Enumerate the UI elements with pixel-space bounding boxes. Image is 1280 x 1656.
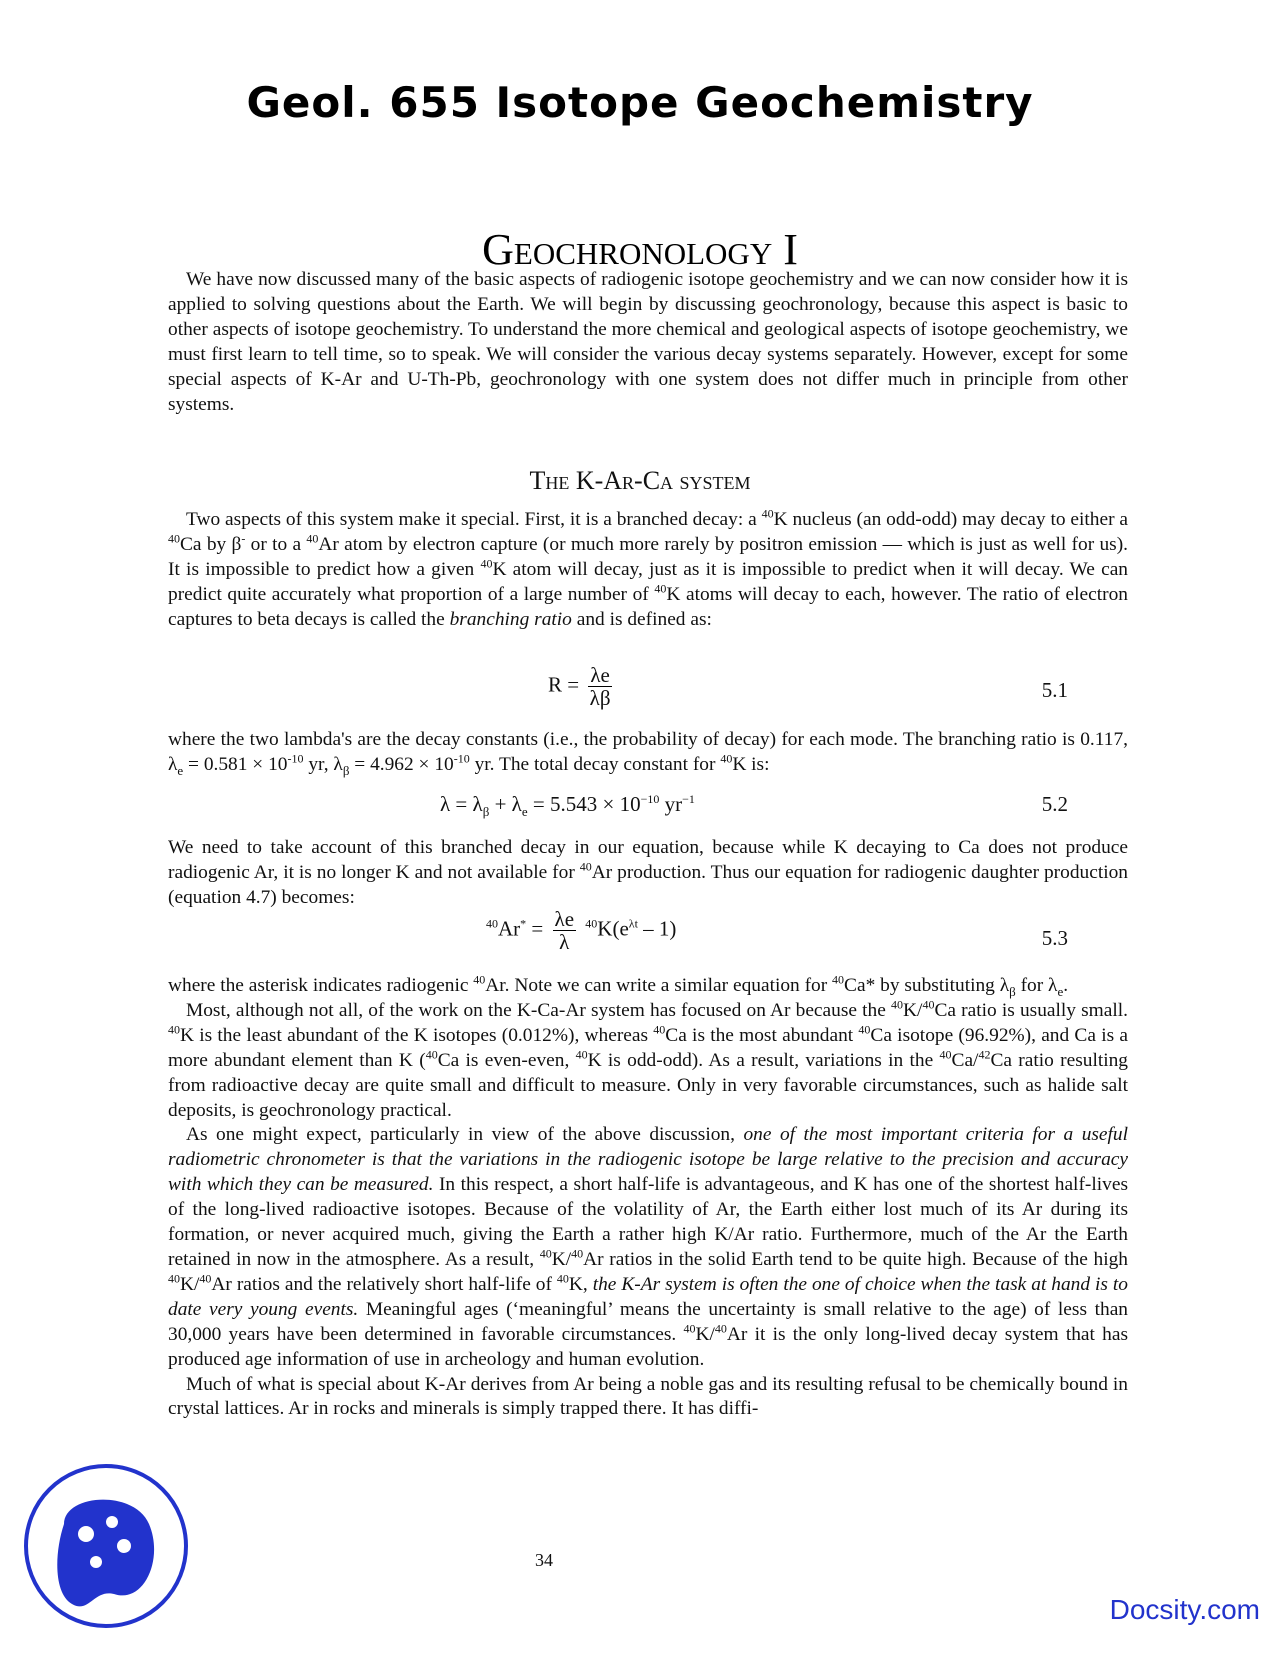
equation-number: 5.1 <box>1041 678 1068 702</box>
section-paragraph-3: We need to take account of this branched decay in our equation, because while K decaying to Ca does not produce radiogenic Ar, it is no longer K and not available for $^{40}$Ar production. Thus our equation for radiogenic daughter production (equation 4.7) becomes: <box>168 837 1128 908</box>
chapter-title: Geochronology I <box>482 225 798 274</box>
course-title: Geol. 655 Isotope Geochemistry <box>246 78 1034 127</box>
intro-block <box>168 268 1128 417</box>
equation-number: 5.2 <box>1041 792 1068 816</box>
page-number: 34 <box>535 1550 553 1570</box>
section-paragraph-2: where the two lambda's are the decay constants (i.e., the probability of decay) for each mode. The branching ratio is 0.117, $\lambda_e = 0.581 \times 10^{-10}$ yr, $\lambda_\beta = 4.962 \times 10^{-10}$ yr. The total decay constant for $^{40}$K is: <box>168 729 1128 778</box>
docsity-brand-link[interactable]: Docsity.com <box>1109 1594 1260 1625</box>
section-paragraph-4: where the asterisk indicates radiogenic $^{40}$Ar. Note we can write a similar equation for $^{40}$Ca* by substituting $\lambda_\beta$ for $\lambda_e$. Most, although not all, of the work on the K-Ca-Ar system has focused on Ar because the $^{40}$K/$^{40}$Ca ratio is usually small. $^{40}$K is the least abundant of the K isotopes (0.012%), whereas $^{40}$Ca is the most abundant $^{40}$Ca isotope (96.92%), and Ca is a more abundant element than K ($^{40}$Ca is even-even, $^{40}$K is odd-odd). As a result, variations in the $^{40}$Ca/$^{42}$Ca ratio resulting from radioactive decay are quite small and difficult to measure. Only in very favorable circumstances, such as halide salt deposits, is geochronology practical. As one might expect, particularly in view of the above discussion, one of the most important criteria for a useful radiometric chronometer is that the variations in the radiogenic isotope be large relative to the precision and accuracy with which they can be measured. In this respect, a short half-life is advantageous, and K has one of the shortest half-lives of the long-lived radioactive isotopes. Because of the volatility of Ar, the Earth either lost much of its Ar during its formation, or never acquired much, giving the Earth a rather high K/Ar ratio. Furthermore, much of the Ar the Earth retained in now in the atmosphere. As a result, $^{40}$K/$^{40}$Ar ratios in the solid Earth tend to be quite high. Because of the high $^{40}$K/$^{40}$Ar ratios and the relatively short half-life of $^{40}$K, the K-Ar system is often the one of choice when the task at hand is to date very young events. Meaningful ages (‘meaningful’ means the uncertainty is small relative to the age) of less than 30,000 years have been determined in favorable circumstances. $^{40}$K/$^{40}$Ar it is the only long-lived decay system that has produced age information of use in archeology and human evolution. Much of what is special about K-Ar derives from Ar being a noble gas and its resulting refusal to be chemically bound in crystal lattices. Ar in rocks and minerals is simply trapped there. It has diffi- <box>168 972 1129 1420</box>
section-heading: The K-Ar-Ca system <box>529 466 751 495</box>
equation-number: 5.3 <box>1041 926 1068 950</box>
intro-paragraph: We have now discussed many of the basic aspects of radiogenic isotope geochemistry and we can now consider how it is applied to solving questions about the Earth. We will begin by discussing geochronology, because this aspect is basic to other aspects of isotope geochemistry. To understand the more chemical and geological aspects of isotope geochemistry, we must first learn to tell time, so to speak. We will consider the various decay systems separately. However, except for some special aspects of K-Ar and U-Th-Pb, geochronology with one system does not differ much in principle from other systems. <box>168 269 1128 415</box>
document-page: Geol. 655 Isotope Geochemistry Geochronology I We have now discussed many of the basic aspects of radiogenic isotope geochemistry and we can now consider how it is applied to solving questions about the Earth. We will begin by discussing geochronology, because this aspect is basic to other aspects of isotope geochemistry. To understand the more chemical and geological aspects of isotope geochemistry, we must first learn to tell time, so to speak. We will consider the various decay systems separately. However, except for some special aspects of K-Ar and U-Th-Pb, geochronology with one system does not differ much in principle from other systems. The K-Ar-Ca system Two aspects of this system make it special. First, it is a branched decay: a $^{40}$K nucleus (an odd-odd) may decay to either a $^{40}$Ca by β- or to a $^{40}$Ar atom by electron capture (or much more rarely by positron emission — which is just as well for us). It is impossible to predict how a given $^{40}$K atom will decay, just as it is impossible to predict when it will decay. We can predict quite accurately what proportion of a large number of $^{40}$K atoms will decay to each, however. The ratio of electron captures to beta decays is called the branching ratio and is defined as: R = $\frac{\lambda e}{\lambda\beta}$ 5.1 where the two lambda's are the decay constants (i.e., the probability of decay) for each mode. The branching ratio is 0.117, $\lambda_e = 0.581 \times 10^{-10}$ yr, $\lambda_\beta = 4.962 \times 10^{-10}$ yr. The total decay constant for $^{40}$K is: $\lambda = \lambda_\beta + \lambda_e = 5.543 \times 10^{-10}$ $yr^{-1}$ 5.2 We need to take account of this branched decay in our equation, because while K decaying to Ca does not produce radiogenic Ar, it is no longer K and not available for $^{40}$Ar production. Thus our equation for radiogenic daughter production (equation 4.7) becomes: $^{40}$Ar* = $\frac{\lambda e}{\lambda}$ $^{40}K(e^{\lambda t} - 1)$ 5.3 where the asterisk indicates radiogenic $^{40}$Ar. Note we can write a similar equation for $^{40}$Ca* by substituting $\lambda_\beta$ for $\lambda_e$. Most, although not all, of the work on the K-Ca-Ar system has focused on Ar because the $^{40}$K/$^{40}$Ca ratio is usually small. $^{40}$K is the least abundant of the K isotopes (0.012%), whereas $^{40}$Ca is the most abundant $^{40}$Ca isotope (96.92%), and Ca is a more abundant element than K ($^{40}$Ca is even-even, $^{40}$K is odd-odd). As a result, variations in the $^{40}$Ca/$^{42}$Ca ratio resulting from radioactive decay are quite small and difficult to measure. Only in very favorable circumstances, such as halide salt deposits, is geochronology practical. As one might expect, particularly in view of the above discussion, one of the most important criteria for a useful radiometric chronometer is that the variations in the radiogenic isotope be large relative to the precision and accuracy with which they can be measured. In this respect, a short half-life is advantageous, and K has one of the shortest half-lives of the long-lived radioactive isotopes. Because of the volatility of Ar, the Earth either lost much of its Ar during its formation, or never acquired much, giving the Earth a rather high K/Ar ratio. Furthermore, much of the Ar the Earth retained in now in the atmosphere. As a result, $^{40}$K/$^{40}$Ar ratios in the solid Earth tend to be quite high. Because of the high $^{40}$K/$^{40}$Ar ratios and the relatively short half-life of $^{40}$K, the K-Ar system is often the one of choice when the task at hand is to date very young events. Meaningful ages (‘meaningful’ means the uncertainty is small relative to the age) of less than 30,000 years have been determined in favorable circumstances. $^{40}$K/$^{40}$Ar it is the only long-lived decay system that has produced age information of use in archeology and human evolution. Much of what is special about K-Ar derives from Ar being a noble gas and its resulting refusal to be chemically bound in crystal lattices. Ar in rocks and minerals is simply trapped there. It has diffi- 34 Docsity.com <box>0 0 1280 1656</box>
section-paragraph-1: Two aspects of this system make it special. First, it is a branched decay: a $^{40}$K nucleus (an odd-odd) may decay to either a $^{40}$Ca by β- or to a $^{40}$Ar atom by electron capture (or much more rarely by positron emission — which is just as well for us). It is impossible to predict how a given $^{40}$K atom will decay, just as it is impossible to predict when it will decay. We can predict quite accurately what proportion of a large number of $^{40}$K atoms will decay to each, however. The ratio of electron captures to beta decays is called the branching ratio and is defined as: <box>168 506 1128 630</box>
docsity-logo-icon <box>24 1464 188 1628</box>
